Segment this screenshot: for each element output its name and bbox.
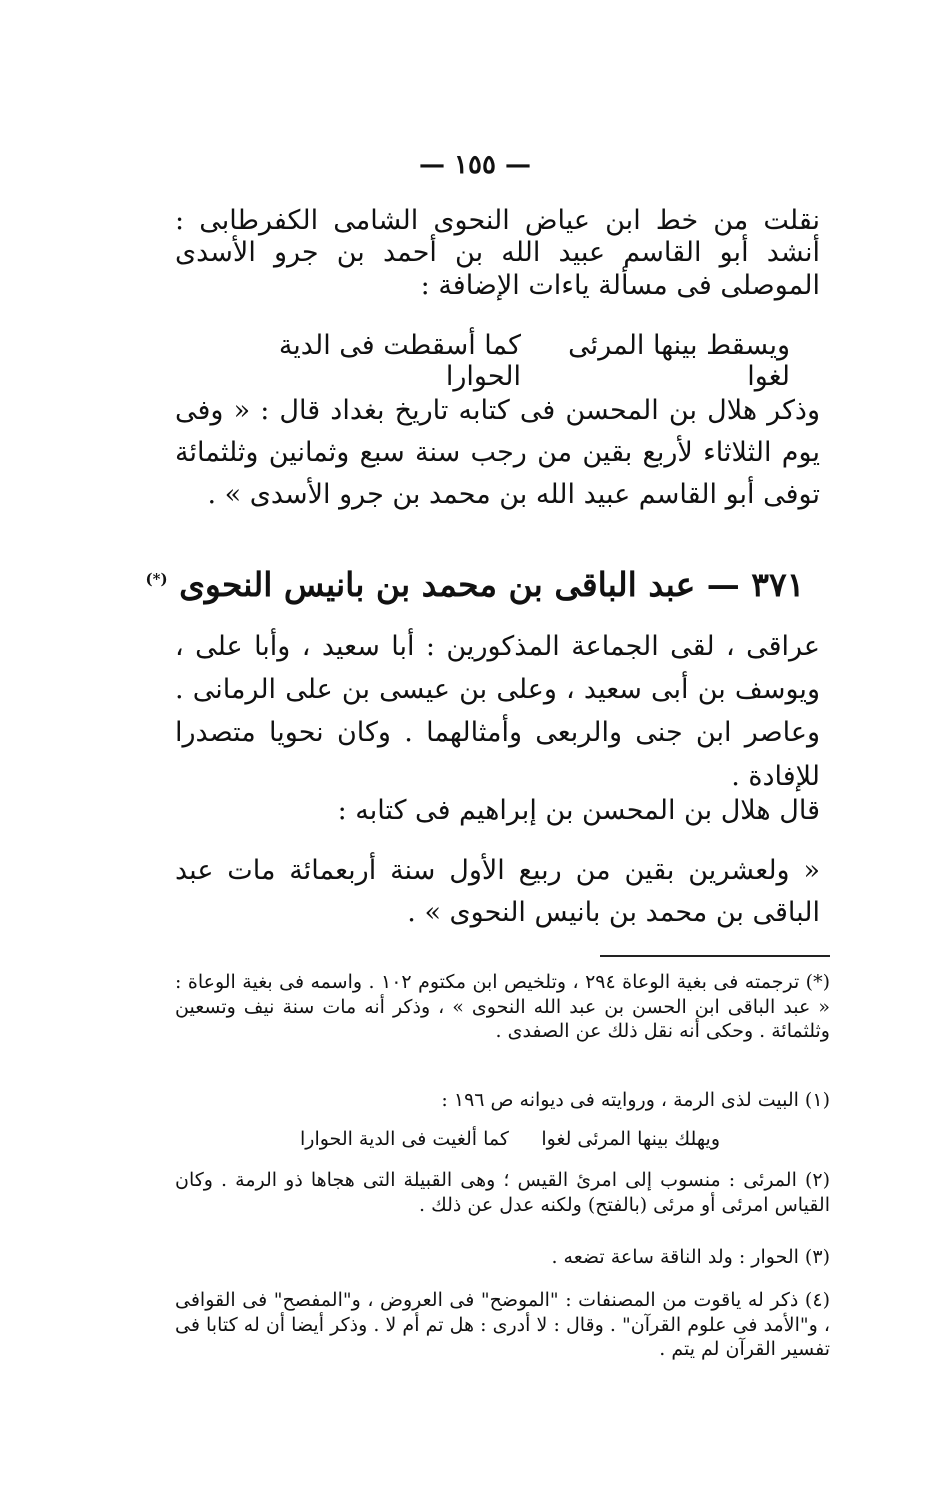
intro-paragraph: نقلت من خط ابن عياض النحوى الشامى الكفرطابى : أنشد أبو القاسم عبيد الله بن أحمد بن جرو الأسدى الموصلى فى مسألة ياءات الإضافة : [175,205,820,301]
footnote-rule [600,955,830,957]
death-quote: « ولعشرين بقين من ربيع الأول سنة أربعمائة مات عبد الباقى بن محمد بن بانيس النحوى » . [175,855,820,928]
footnote-4: (٤) ذكر له ياقوت من المصنفات : "الموضح" فى العروض ، و"المفصح" فى القوافى ، و"الأمد فى علوم القرآن" . وقال : لا أدرى : هل تم أم لا . وذكر أيضا أن له كتابا فى تفسير القرآن لم يتم . [175,1289,830,1361]
verse-first-hemistich: ويسقط بينها المرئى لغوا [568,330,790,392]
footnote-1-verse-first: ويهلك بينها المرئى لغوا [541,1128,720,1150]
footnote-3: (٣) الحوار : ولد الناقة ساعة تضعه . [551,1246,830,1268]
footnote-2: (٢) المرئى : منسوب إلى امرئ القيس ؛ وهى القبيلة التى هجاها ذو الرمة . وكان القياس امرئى أو مرئى (بالفتح) ولكنه عدل عن ذلك . [175,1169,830,1216]
entry-title-marker: (*) [145,570,168,588]
footnote-1: (١) البيت لذى الرمة ، وروايته فى ديوانه ص ١٩٦ : [441,1089,830,1111]
verse-line [200,330,790,392]
footnote-1-verse [300,1128,720,1150]
hilal-citation: قال هلال بن المحسن بن إبراهيم فى كتابه : [337,795,820,826]
footnote-star: (*) ترجمته فى بغية الوعاة ٢٩٤ ، وتلخيص ابن مكتوم ١٠٢ . واسمه فى بغية الوعاة : « عبد الباقى ابن الحسن بن عبد الله النحوى » ، وذكر أنه مات سنة نيف وتسعين وثلثمائة . وحكى أنه نقل ذلك عن الصفدى . [175,971,831,1043]
page-number: — ١٥٥ — [418,150,532,180]
entry-title [0,565,950,604]
hilal-death-report: وذكر هلال بن المحسن فى كتابه تاريخ بغداد قال : « وفى يوم الثلاثاء لأربع بقين من رجب سنة سبع وثمانين وثلثمائة توفى أبو القاسم عبيد الله بن محمد بن جرو الأسدى » . [175,395,820,510]
footnote-1-verse-second: كما ألغيت فى الدية الحوارا [300,1128,509,1150]
biography-paragraph: عراقى ، لقى الجماعة المذكورين : أبا سعيد ، وأبا على ، ويوسف بن أبى سعيد ، وعلى بن عيسى بن على الرمانى . وعاصر ابن جنى والربعى وأمثالهما . وكان نحويا متصدرا للإفادة . [175,631,820,792]
entry-title-text: ٣٧١ — عبد الباقى بن محمد بن بانيس النحوى [179,565,805,604]
verse-second-hemistich: كما أسقطت فى الدية الحوارا [278,330,521,392]
